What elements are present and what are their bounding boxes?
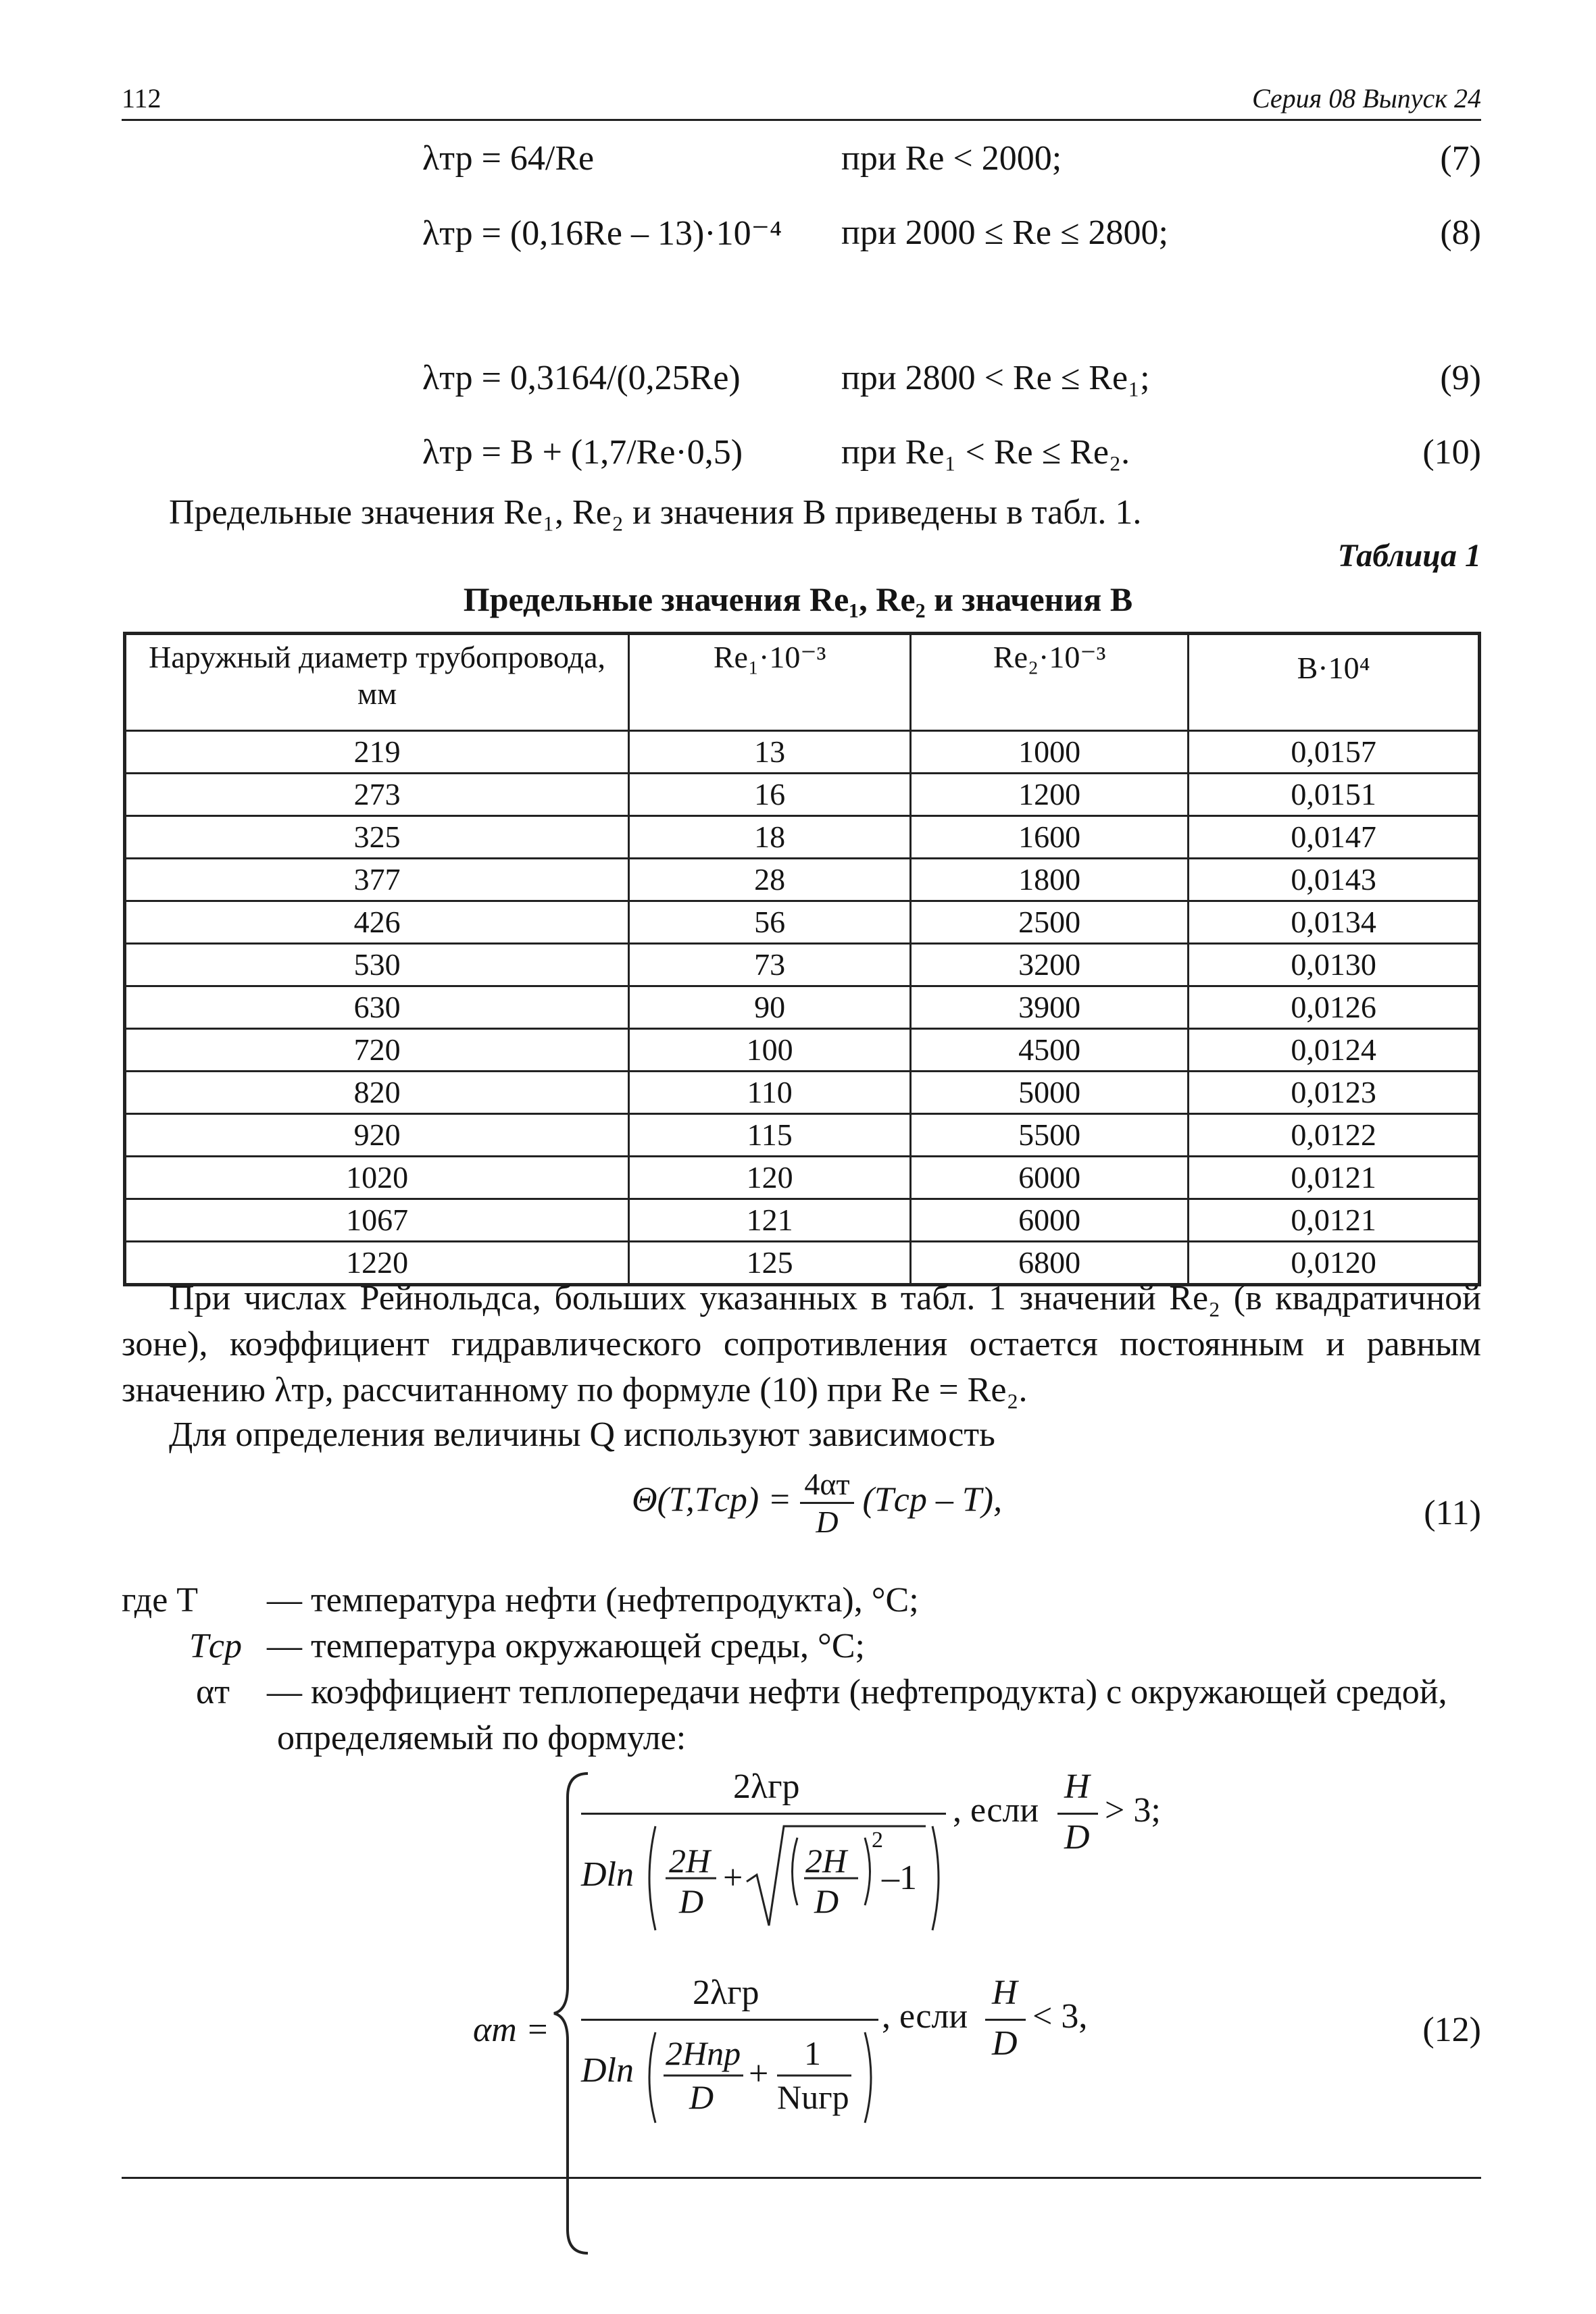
table-row xyxy=(125,1029,1480,1072)
cell-re2: 1000 xyxy=(911,731,1189,774)
eq12-case1-b-num: 2H xyxy=(805,1842,847,1880)
where-tcp-text: — температура окружающей среды, °С; xyxy=(267,1627,865,1665)
cell-re2: 1800 xyxy=(911,859,1189,901)
eq12-case2-b-num: 1 xyxy=(804,2034,821,2072)
cell-b: 0,0143 xyxy=(1189,859,1480,901)
eq7-condition: при Re < 2000; xyxy=(841,139,1062,178)
eq10-number: (10) xyxy=(1422,433,1481,472)
eq8-condition: при 2000 ≤ Re ≤ 2800; xyxy=(841,213,1168,252)
table-row xyxy=(125,986,1480,1029)
paragraph-q-dependency: Для определения величины Q используют зависимость xyxy=(169,1415,995,1454)
eq12-lhs: αm = xyxy=(473,2011,549,2049)
cell-re2: 3900 xyxy=(911,986,1189,1029)
cell-diameter: 630 xyxy=(125,986,629,1029)
cell-re2: 6000 xyxy=(911,1199,1189,1242)
eq9-condition: при 2800 < Re ≤ Re₁; xyxy=(841,359,1150,397)
header-diameter: Наружный диаметр трубопровода, мм xyxy=(125,634,629,731)
eq12-case2-ratio-line xyxy=(985,2019,1026,2021)
cell-b: 0,0157 xyxy=(1189,731,1480,774)
cell-re1: 110 xyxy=(629,1072,911,1114)
cell-re2: 1600 xyxy=(911,816,1189,859)
eq12-case1-ratio-num: H xyxy=(1064,1767,1090,1806)
cell-re2: 6800 xyxy=(911,1242,1189,1285)
eq12-case1-condition: , если xyxy=(953,1791,1039,1830)
eq12-case2-ratio-num: H xyxy=(992,1973,1018,2012)
eq7-formula: λтр = 64/Re xyxy=(422,139,595,178)
table-row xyxy=(125,816,1480,859)
eq12-case2-numerator: 2λгр xyxy=(693,1973,759,2012)
eq12-number: (12) xyxy=(1422,2011,1481,2049)
cell-b: 0,0130 xyxy=(1189,944,1480,986)
cell-re1: 120 xyxy=(629,1157,911,1199)
eq12-case1-exponent: 2 xyxy=(872,1828,883,1853)
eq11-lhs: Θ(T,Tср) = xyxy=(632,1480,792,1519)
header-re2: Re₂·10⁻³ xyxy=(911,634,1189,731)
cell-b: 0,0134 xyxy=(1189,901,1480,944)
cell-re2: 1200 xyxy=(911,774,1189,816)
eq12-case1-a-den: D xyxy=(679,1882,704,1920)
eq11-numerator: 4αт xyxy=(800,1466,853,1504)
table-header-row xyxy=(125,634,1480,731)
cell-diameter: 377 xyxy=(125,859,629,901)
eq9-number: (9) xyxy=(1440,359,1481,397)
cell-re2: 6000 xyxy=(911,1157,1189,1199)
table-row xyxy=(125,944,1480,986)
eq12-case2-dln: Dln xyxy=(581,2051,634,2090)
eq12-case1-minus-one: –1 xyxy=(882,1859,917,1897)
eq12-case2-plus: + xyxy=(749,2055,769,2093)
eq12-case1-dln: Dln xyxy=(581,1855,634,1894)
cell-b: 0,0121 xyxy=(1189,1157,1480,1199)
table-row xyxy=(125,1157,1480,1199)
paragraph-quadratic-zone: При числах Рейнольдса, больших указанных в табл. 1 значений Re₂ (в квадратичной зоне), коэффициент гидравлического сопротивления остается постоянным и равным значению λтр, рассчитанному по формуле (10) при Re = Re₂. xyxy=(122,1279,1481,1409)
eq12-case1-ratio-den: D xyxy=(1064,1818,1090,1857)
table-row xyxy=(125,731,1480,774)
cell-diameter: 820 xyxy=(125,1072,629,1114)
eq12-case1-b-den: D xyxy=(814,1882,839,1920)
cell-b: 0,0121 xyxy=(1189,1199,1480,1242)
table-row xyxy=(125,774,1480,816)
table-row xyxy=(125,901,1480,944)
header-b: B·10⁴ xyxy=(1189,634,1480,731)
eq12-case1-numerator: 2λгр xyxy=(733,1767,800,1806)
table-label: Таблица 1 xyxy=(1337,538,1481,574)
cell-diameter: 720 xyxy=(125,1029,629,1072)
cell-re2: 4500 xyxy=(911,1029,1189,1072)
cell-re1: 28 xyxy=(629,859,911,901)
table-row xyxy=(125,1114,1480,1157)
cell-b: 0,0147 xyxy=(1189,816,1480,859)
cell-diameter: 219 xyxy=(125,731,629,774)
cell-diameter: 1220 xyxy=(125,1242,629,1285)
eq8-formula: λтр = (0,16Re – 13)·10⁻⁴ xyxy=(422,214,782,253)
where-alpha-text: — коэффициент теплопередачи нефти (нефтепродукта) с окружающей средой, xyxy=(267,1673,1447,1711)
cell-diameter: 273 xyxy=(125,774,629,816)
cell-re1: 13 xyxy=(629,731,911,774)
cell-re1: 115 xyxy=(629,1114,911,1157)
cell-re1: 90 xyxy=(629,986,911,1029)
eq12-case2-a-num: 2Hпр xyxy=(666,2034,741,2072)
cell-b: 0,0120 xyxy=(1189,1242,1480,1285)
eq11 xyxy=(632,1466,1002,1540)
where-alpha-symbol: αт xyxy=(196,1673,230,1711)
cell-re2: 2500 xyxy=(911,901,1189,944)
cell-re1: 73 xyxy=(629,944,911,986)
data-table xyxy=(123,632,1481,1286)
header-re1: Re₁·10⁻³ xyxy=(629,634,911,731)
cell-diameter: 426 xyxy=(125,901,629,944)
cell-diameter: 530 xyxy=(125,944,629,986)
cell-diameter: 325 xyxy=(125,816,629,859)
where-t-text: — температура нефти (нефтепродукта), °С; xyxy=(267,1581,919,1619)
eq11-number: (11) xyxy=(1424,1494,1481,1532)
cell-re1: 125 xyxy=(629,1242,911,1285)
cell-b: 0,0151 xyxy=(1189,774,1480,816)
cell-b: 0,0124 xyxy=(1189,1029,1480,1072)
eq12-case2-condition: , если xyxy=(882,1997,968,2036)
cell-b: 0,0126 xyxy=(1189,986,1480,1029)
cell-re2: 3200 xyxy=(911,944,1189,986)
eq12-case2-ratio-den: D xyxy=(992,2024,1018,2063)
cell-b: 0,0123 xyxy=(1189,1072,1480,1114)
cell-re1: 100 xyxy=(629,1029,911,1072)
page-number: 112 xyxy=(122,83,161,114)
cell-b: 0,0122 xyxy=(1189,1114,1480,1157)
eq10-condition: при Re₁ < Re ≤ Re₂. xyxy=(841,433,1130,472)
eq12-case1-fraction-line xyxy=(581,1813,946,1815)
eq8-number: (8) xyxy=(1440,213,1481,252)
eq12-case1-a-num: 2H xyxy=(669,1842,711,1880)
cell-re1: 16 xyxy=(629,774,911,816)
eq12-case2-b-den: Nuгр xyxy=(777,2078,849,2116)
table-row xyxy=(125,859,1480,901)
header-rule xyxy=(122,119,1481,121)
eq11-rhs: (Tср – T), xyxy=(862,1480,1003,1519)
cell-diameter: 920 xyxy=(125,1114,629,1157)
eq12-case2-a-den: D xyxy=(689,2078,714,2116)
eq10-formula: λтр = B + (1,7/Re·0,5) xyxy=(422,433,743,472)
eq9-formula: λтр = 0,3164/(0,25Re) xyxy=(422,359,741,397)
eq12-case1-plus: + xyxy=(723,1859,743,1897)
table-row xyxy=(125,1072,1480,1114)
eq12-case1-relation: > 3; xyxy=(1105,1791,1161,1830)
where-tcp-symbol: Tср xyxy=(189,1627,242,1665)
cell-re2: 5000 xyxy=(911,1072,1189,1114)
eq12-case2-relation: < 3, xyxy=(1032,1997,1088,2036)
intro-text: Предельные значения Re₁, Re₂ и значения B приведены в табл. 1. xyxy=(169,493,1142,532)
eq11-denominator: D xyxy=(816,1505,839,1539)
cell-re1: 18 xyxy=(629,816,911,859)
eq12-case1-ratio-line xyxy=(1057,1813,1098,1815)
cell-re1: 121 xyxy=(629,1199,911,1242)
cell-re1: 56 xyxy=(629,901,911,944)
where-t-symbol: где T xyxy=(122,1581,199,1619)
cell-diameter: 1020 xyxy=(125,1157,629,1199)
eq11-fraction xyxy=(800,1466,853,1540)
cell-diameter: 1067 xyxy=(125,1199,629,1242)
table-row xyxy=(125,1199,1480,1242)
series-header: Серия 08 Выпуск 24 xyxy=(1251,83,1481,114)
footer-rule xyxy=(122,2177,1481,2179)
eq12-case2-fraction-line xyxy=(581,2019,878,2021)
cell-re2: 5500 xyxy=(911,1114,1189,1157)
eq12-brace xyxy=(551,1770,598,2257)
table-title: Предельные значения Re₁, Re₂ и значения B xyxy=(463,580,1133,618)
eq7-number: (7) xyxy=(1440,139,1481,178)
where-formula-intro: определяемый по формуле: xyxy=(277,1719,687,1757)
